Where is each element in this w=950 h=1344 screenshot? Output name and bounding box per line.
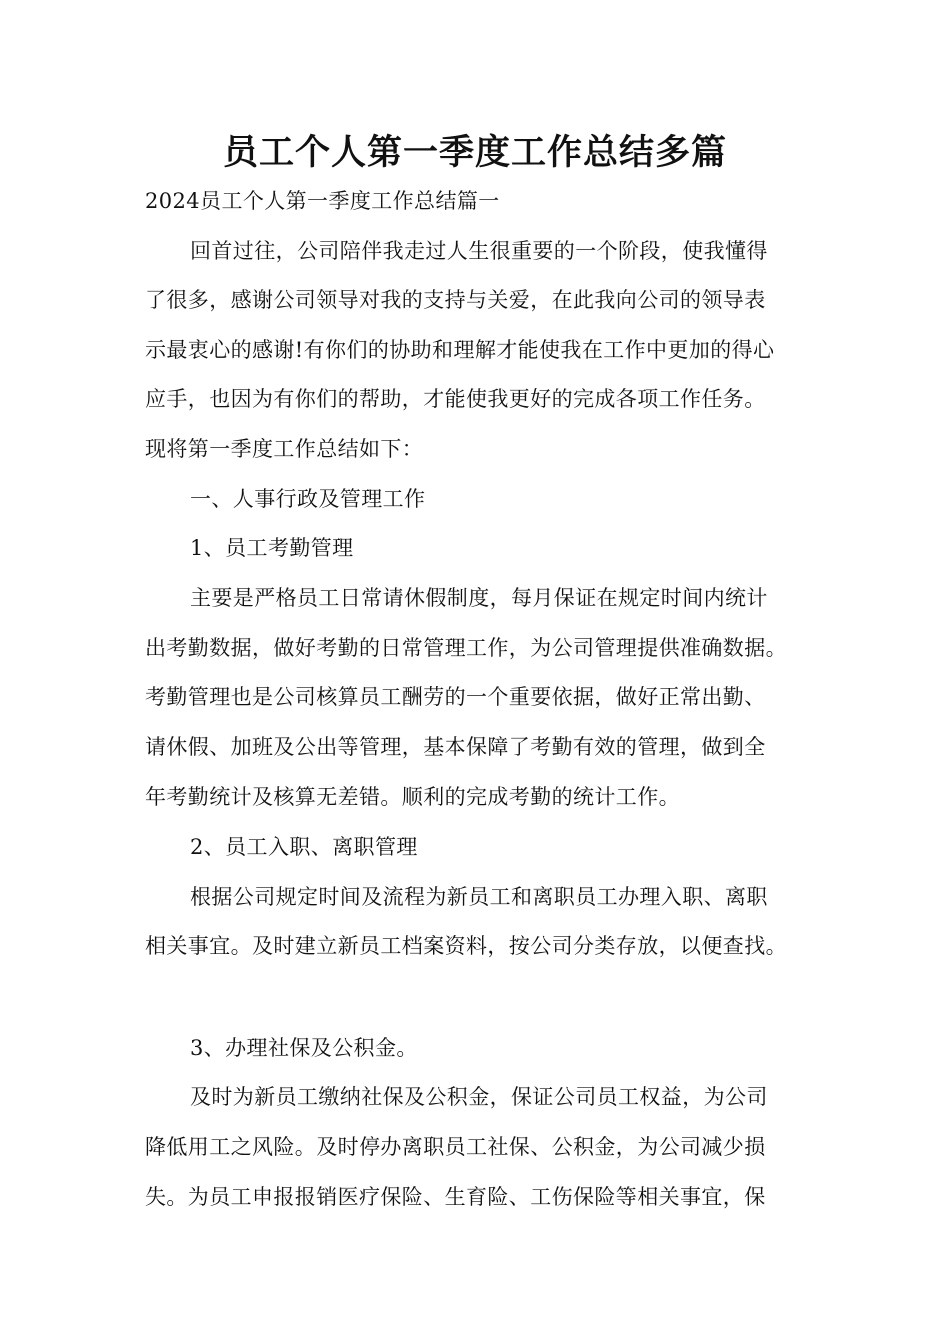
paragraph-line: 出考勤数据，做好考勤的日常管理工作，为公司管理提供准确数据。 bbox=[145, 636, 787, 660]
paragraph-line: 示最衷心的感谢!有你们的协助和理解才能使我在工作中更加的得心 bbox=[145, 338, 775, 362]
paragraph-line: 现将第一季度工作总结如下： bbox=[145, 437, 424, 461]
subheading: 一、人事行政及管理工作 bbox=[190, 487, 426, 511]
paragraph-line: 根据公司规定时间及流程为新员工和离职员工办理入职、离职 bbox=[190, 885, 768, 909]
paragraph-line: 请休假、加班及公出等管理，基本保障了考勤有效的管理，做到全 bbox=[145, 735, 766, 759]
subheading: 1、员工考勤管理 bbox=[190, 536, 354, 560]
paragraph-line: 了很多，感谢公司领导对我的支持与关爱，在此我向公司的领导表 bbox=[145, 288, 766, 312]
section-heading: 2024员工个人第一季度工作总结篇一 bbox=[145, 189, 500, 213]
paragraph-line: 主要是严格员工日常请休假制度，每月保证在规定时间内统计 bbox=[190, 586, 768, 610]
subheading: 3、办理社保及公积金。 bbox=[190, 1036, 418, 1060]
paragraph-line: 回首过往，公司陪伴我走过人生很重要的一个阶段，使我懂得 bbox=[190, 239, 768, 263]
paragraph-line: 应手，也因为有你们的帮助，才能使我更好的完成各项工作任务。 bbox=[145, 387, 766, 411]
paragraph-line: 年考勤统计及核算无差错。顺利的完成考勤的统计工作。 bbox=[145, 785, 680, 809]
paragraph-line: 考勤管理也是公司核算员工酬劳的一个重要依据，做好正常出勤、 bbox=[145, 685, 766, 709]
paragraph-line: 及时为新员工缴纳社保及公积金，保证公司员工权益，为公司 bbox=[190, 1085, 768, 1109]
document-title: 员工个人第一季度工作总结多篇 bbox=[222, 132, 727, 173]
paragraph-line: 相关事宜。及时建立新员工档案资料，按公司分类存放，以便查找。 bbox=[145, 934, 787, 958]
paragraph-line: 降低用工之风险。及时停办离职员工社保、公积金，为公司减少损 bbox=[145, 1135, 766, 1159]
subheading: 2、员工入职、离职管理 bbox=[190, 835, 418, 859]
paragraph-line: 失。为员工申报报销医疗保险、生育险、工伤保险等相关事宜，保 bbox=[145, 1185, 766, 1209]
